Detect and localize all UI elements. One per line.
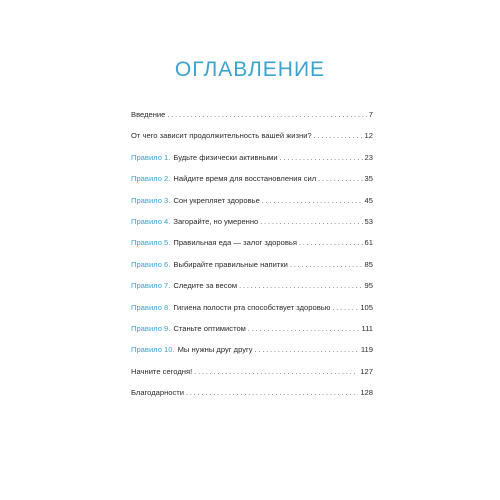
toc-entry xyxy=(131,110,373,131)
toc-entry xyxy=(131,153,373,174)
toc-entry-prefix: Правило 8. xyxy=(131,302,171,312)
toc-entry xyxy=(131,217,373,238)
toc-entry-text: Выбирайте правильные напитки xyxy=(173,259,288,269)
toc-entry-page: 53 xyxy=(364,216,373,226)
toc-entry-text: Загорайте, но умеренно xyxy=(173,216,259,226)
toc-entry-page: 127 xyxy=(360,366,373,376)
toc-dot-leader xyxy=(248,326,360,333)
toc-entry-prefix: Правило 3. xyxy=(131,195,171,205)
toc-entry-text: От чего зависит продолжительность вашей жизни? xyxy=(131,131,312,141)
toc-entry-text: Будьте физически активными xyxy=(173,152,278,162)
toc-entry-text: Станьте оптимистом xyxy=(173,323,246,333)
toc-dot-leader xyxy=(262,198,363,205)
toc-dot-leader xyxy=(332,305,358,312)
toc-entry-prefix: Правило 1. xyxy=(131,152,171,162)
toc-entry-page: 12 xyxy=(364,131,373,141)
table-of-contents xyxy=(131,110,373,409)
toc-entry xyxy=(131,196,373,217)
toc-dot-leader xyxy=(314,133,363,140)
toc-entry xyxy=(131,367,373,388)
toc-entry-prefix: Правило 7. xyxy=(131,281,171,291)
toc-entry-text: Благодарности xyxy=(131,388,185,398)
toc-entry-page: 23 xyxy=(364,152,373,162)
toc-entry-page: 7 xyxy=(368,110,373,119)
toc-entry xyxy=(131,324,373,345)
toc-entry-text: Мы нужны друг другу xyxy=(177,345,253,355)
toc-entry-page: 35 xyxy=(364,174,373,184)
toc-entry xyxy=(131,345,373,366)
toc-entry-prefix: Правило 9. xyxy=(131,323,171,333)
toc-dot-leader xyxy=(167,112,366,119)
toc-entry-page: 85 xyxy=(364,259,373,269)
toc-entry-prefix: Правило 6. xyxy=(131,259,171,269)
toc-entry xyxy=(131,303,373,324)
toc-entry xyxy=(131,131,373,152)
toc-entry-text: Сон укрепляет здоровье xyxy=(173,195,260,205)
toc-dot-leader xyxy=(255,347,359,354)
toc-entry xyxy=(131,238,373,259)
toc-dot-leader xyxy=(280,155,363,162)
toc-entry-page: 61 xyxy=(364,238,373,248)
toc-entry-prefix: Правило 5. xyxy=(131,238,171,248)
toc-entry-text: Введение xyxy=(131,110,166,119)
toc-dot-leader xyxy=(299,240,363,247)
toc-dot-leader xyxy=(186,390,358,397)
toc-entry xyxy=(131,260,373,281)
toc-entry-prefix: Правило 4. xyxy=(131,216,171,226)
toc-entry xyxy=(131,281,373,302)
toc-entry-text: Следите за весом xyxy=(173,281,238,291)
toc-dot-leader xyxy=(318,176,362,183)
toc-entry-page: 128 xyxy=(360,388,373,398)
toc-entry-text: Найдите время для восстановления сил xyxy=(173,174,317,184)
toc-entry-prefix: Правило 2. xyxy=(131,174,171,184)
toc-dot-leader xyxy=(260,219,362,226)
toc-entry xyxy=(131,388,373,409)
toc-dot-leader xyxy=(290,262,363,269)
toc-entry-page: 111 xyxy=(361,323,373,333)
toc-entry-prefix: Правило 10. xyxy=(131,345,175,355)
toc-entry-text: Начните сегодня! xyxy=(131,366,193,376)
page-title: ОГЛАВЛЕНИЕ xyxy=(174,58,326,81)
toc-entry-text: Правильная еда — залог здоровья xyxy=(173,238,297,248)
toc-dot-leader xyxy=(239,283,362,290)
toc-entry-text: Гигиена полости рта способствует здоровью xyxy=(173,302,331,312)
toc-entry-page: 45 xyxy=(364,195,373,205)
toc-dot-leader xyxy=(194,369,358,376)
toc-entry-page: 95 xyxy=(364,281,373,291)
toc-entry xyxy=(131,174,373,195)
toc-entry-page: 105 xyxy=(360,302,373,312)
toc-entry-page: 119 xyxy=(360,345,373,355)
